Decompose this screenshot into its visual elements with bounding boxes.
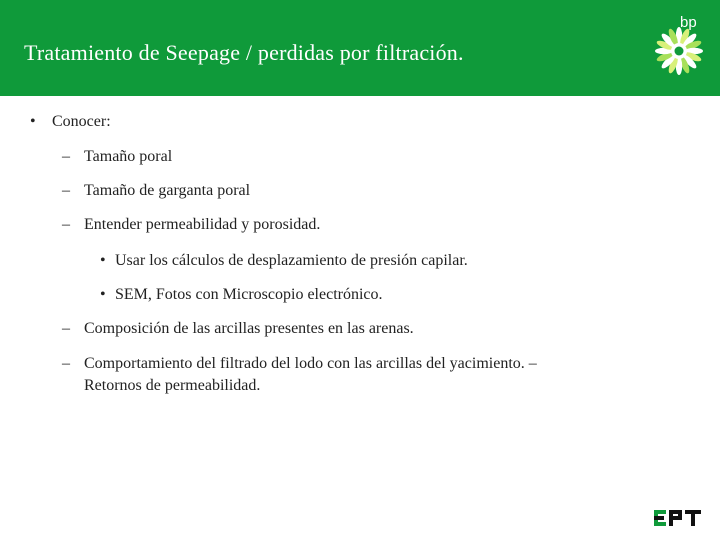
bullet-marker: •: [100, 286, 106, 303]
item-retornos-permeabilidad: Retornos de permeabilidad.: [84, 377, 261, 394]
bp-wordmark: bp: [680, 14, 697, 31]
subitem-sem-fotos: SEM, Fotos con Microscopio electrónico.: [115, 286, 383, 303]
item-composicion-arcillas: Composición de las arcillas presentes en las arenas.: [84, 320, 414, 337]
dash-marker: –: [62, 216, 70, 233]
item-comportamiento-filtrado: Comportamiento del filtrado del lodo con las arcillas del yacimiento. –: [84, 355, 537, 372]
item-tamano-poral: Tamaño poral: [84, 148, 173, 165]
dash-marker: –: [62, 320, 70, 337]
dash-marker: –: [62, 182, 70, 199]
bullet-conocer: Conocer:: [52, 113, 111, 130]
dash-marker: –: [62, 148, 70, 165]
subitem-presion-capilar: Usar los cálculos de desplazamiento de presión capilar.: [115, 252, 468, 269]
dash-marker: –: [62, 355, 70, 372]
ept-logo-icon: [654, 508, 702, 528]
slide-title: Tratamiento de Seepage / perdidas por filtración.: [24, 40, 464, 65]
item-tamano-garganta: Tamaño de garganta poral: [84, 182, 251, 199]
bullet-marker: •: [30, 113, 36, 130]
bullet-marker: •: [100, 252, 106, 269]
item-permeabilidad: Entender permeabilidad y porosidad.: [84, 216, 321, 233]
